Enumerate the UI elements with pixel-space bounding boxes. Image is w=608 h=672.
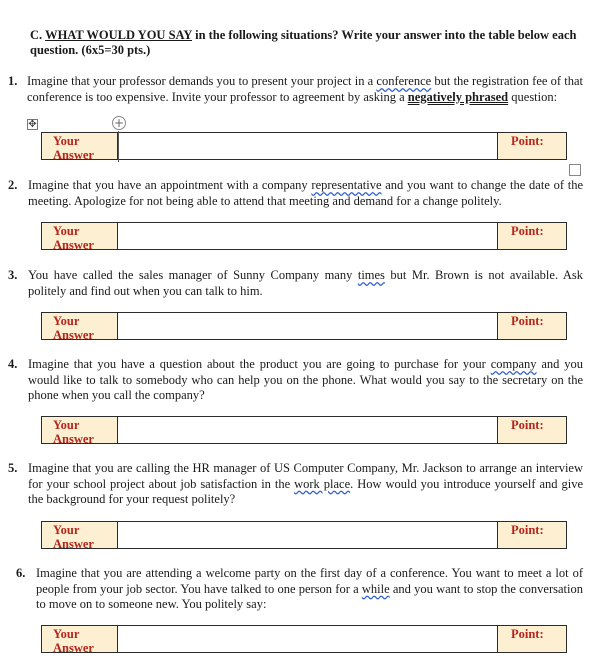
- question-text: Imagine that you are attending a welcome party on the first day of a conference. You want to meet a lot of people from your job sector. You have talked to one person for a: [36, 566, 583, 596]
- question-3: [8, 268, 583, 299]
- spellcheck-word: company: [490, 357, 537, 371]
- points-label: Point:: [498, 626, 566, 652]
- add-column-icon[interactable]: +: [113, 116, 125, 130]
- question-number: 1.: [8, 74, 18, 88]
- table-resize-handle-icon[interactable]: [569, 164, 581, 176]
- question-text: and you want to stop the conversation to move on to someone new. You politely say:: [36, 581, 583, 611]
- points-label: Point:: [498, 313, 566, 339]
- question-text: question:: [508, 89, 558, 104]
- question-1: [8, 74, 583, 105]
- answer-field-6[interactable]: [118, 626, 498, 652]
- question-text: Imagine that your professor demands you to present your project in a: [27, 74, 377, 88]
- text-cursor: [118, 131, 119, 162]
- question-5: [8, 461, 583, 508]
- question-number: 6.: [16, 566, 26, 580]
- answer-label: Your Answer: [42, 223, 118, 249]
- answer-field-4[interactable]: [118, 417, 498, 443]
- points-label: Point:: [498, 417, 566, 443]
- question-text: and you would like to talk to somebody who can help you on the phone. What would you say to the secretary on the phone when you call the company?: [28, 357, 583, 402]
- spellcheck-word: work place: [294, 476, 351, 491]
- spellcheck-word: representative: [311, 178, 382, 192]
- question-text: You have called the sales manager of Sunny Company many: [28, 268, 358, 282]
- answer-field-2[interactable]: [118, 223, 498, 249]
- points-label: Point:: [498, 133, 566, 159]
- question-number: 4.: [8, 357, 18, 371]
- answer-label: Your Answer: [42, 626, 118, 652]
- question-2: [8, 178, 583, 209]
- question-6: [16, 566, 583, 613]
- points-label: Point:: [498, 223, 566, 249]
- points-label: Point:: [498, 522, 566, 548]
- spellcheck-word: while: [361, 581, 390, 596]
- question-text: . How would you introduce yourself and give the background for your request politely?: [28, 476, 583, 506]
- question-text: but the registration fee of that conference is too expensive. Invite your professor to agreement by asking a: [27, 74, 583, 104]
- question-number: 5.: [8, 461, 18, 475]
- answer-label: Your Answer: [42, 133, 118, 159]
- table-move-handle-icon[interactable]: ✥: [28, 119, 37, 130]
- section-heading: [30, 28, 585, 58]
- question-text: but Mr. Brown is not available. Ask politely and find out when you can talk to him.: [28, 268, 583, 298]
- question-number: 2.: [8, 178, 18, 192]
- question-text: and you want to change the date of the meeting. Apologize for not being able to attend that meeting and demand for a change politely.: [28, 178, 583, 208]
- answer-label: Your Answer: [42, 522, 118, 548]
- answer-table-5: [41, 521, 567, 549]
- answer-field-1[interactable]: [118, 133, 498, 159]
- answer-field-3[interactable]: [118, 313, 498, 339]
- question-text: Imagine that you have an appointment with a company: [28, 178, 312, 192]
- emphasized-phrase: negatively phrased: [407, 89, 509, 104]
- question-text: Imagine that you are calling the HR manager of US Computer Company, Mr. Jackson to arrange an interview for your school project about job satisfaction in the: [28, 461, 583, 491]
- spellcheck-word: times: [357, 268, 385, 282]
- spellcheck-word: conference: [376, 74, 432, 88]
- answer-label: Your Answer: [42, 313, 118, 339]
- answer-table-4: [41, 416, 567, 444]
- answer-field-5[interactable]: [118, 522, 498, 548]
- answer-label: Your Answer: [42, 417, 118, 443]
- answer-table-6: [41, 625, 567, 653]
- answer-table-2: [41, 222, 567, 250]
- question-4: [8, 357, 583, 404]
- answer-table-1: [41, 132, 567, 160]
- heading-prefix: C.: [30, 28, 46, 42]
- question-text: Imagine that you have a question about the product you are going to purchase for your: [28, 357, 491, 371]
- question-number: 3.: [8, 268, 18, 282]
- heading-underlined: WHAT WOULD YOU SAY: [45, 28, 192, 42]
- heading-rest: in the following situations? Write your answer into the table below each question. (6x5=30 pts.): [30, 28, 577, 57]
- answer-table-3: [41, 312, 567, 340]
